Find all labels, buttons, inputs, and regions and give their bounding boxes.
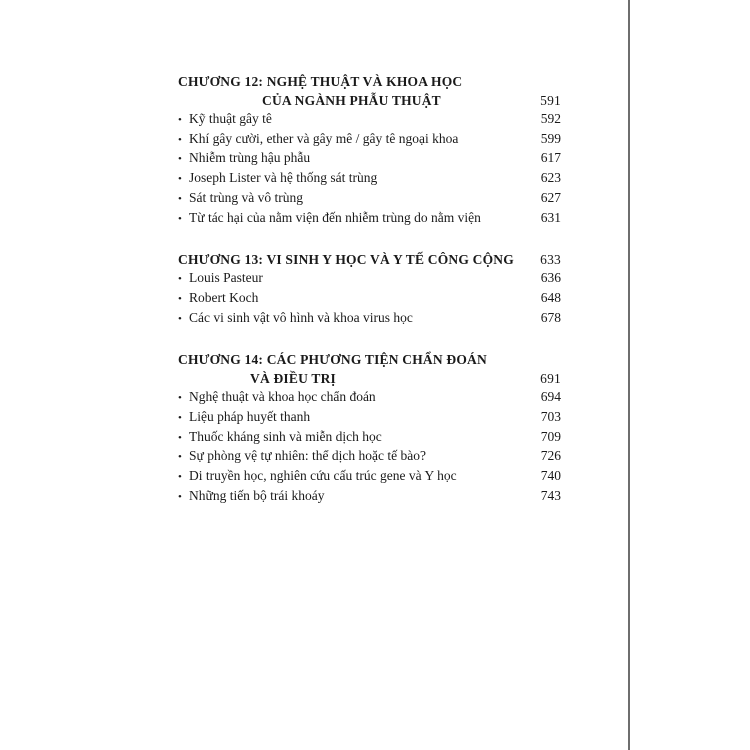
entry-page-number: 631	[540, 209, 561, 225]
entry-page-number: 726	[540, 448, 561, 464]
bullet-icon: •	[178, 133, 182, 146]
toc-entry	[178, 289, 561, 309]
toc-entry	[178, 467, 561, 487]
bullet-icon: •	[178, 312, 182, 325]
entry-title: Khí gây cười, ether và gây mê / gây tê ngoại khoa	[189, 130, 459, 146]
entry-title: Robert Koch	[189, 289, 259, 305]
entry-title: Joseph Lister và hệ thống sát trùng	[189, 170, 378, 186]
bullet-icon: •	[178, 212, 182, 225]
toc-entry	[178, 408, 561, 428]
toc-entry	[178, 388, 561, 408]
toc-entry	[178, 447, 561, 467]
entry-title: Sát trùng và vô trùng	[189, 189, 303, 205]
entry-page-number: 627	[540, 189, 561, 205]
bullet-icon: •	[178, 173, 182, 186]
entry-page-number: 617	[540, 150, 561, 166]
chapter-title	[178, 350, 561, 388]
chapter-page-number: 633	[540, 252, 561, 268]
bullet-icon: •	[178, 192, 182, 205]
entry-page-number: 599	[540, 130, 561, 146]
chapter-page-number: 591	[540, 93, 561, 108]
entry-title: Louis Pasteur	[189, 270, 263, 286]
bullet-icon: •	[178, 273, 182, 286]
entry-title: Sự phòng vệ tự nhiên: thể dịch hoặc tế bào?	[189, 448, 426, 464]
bullet-icon: •	[178, 431, 182, 444]
chapter-title-line1: CHƯƠNG 13: VI SINH Y HỌC VÀ Y TẾ CÔNG CỘNG	[178, 252, 514, 268]
entry-page-number: 703	[540, 409, 561, 425]
entry-title: Nghệ thuật và khoa học chẩn đoán	[189, 389, 376, 405]
entry-page-number: 623	[540, 170, 561, 186]
chapter-page-number: 691	[540, 371, 561, 387]
entry-page-number: 636	[540, 270, 561, 286]
entry-page-number: 648	[540, 289, 561, 305]
toc-entry	[178, 428, 561, 448]
toc-entry	[178, 130, 561, 150]
entry-page-number: 743	[540, 487, 561, 503]
entry-page-number: 740	[540, 468, 561, 484]
chapter-title-line2: CỦA NGÀNH PHẪU THUẬT	[262, 93, 441, 108]
chapter-13	[178, 250, 561, 328]
entry-title: Kỹ thuật gây tê	[189, 111, 272, 126]
entry-title: Di truyền học, nghiên cứu cấu trúc gene và Y học	[189, 468, 457, 484]
toc-entry	[178, 149, 561, 169]
toc-entry	[178, 487, 561, 507]
chapter-14	[178, 350, 561, 506]
bullet-icon: •	[178, 114, 182, 126]
toc-entry	[178, 110, 561, 130]
toc-entry	[178, 269, 561, 289]
toc-entry	[178, 209, 561, 229]
chapter-title-row	[178, 250, 561, 269]
entry-page-number: 592	[540, 111, 561, 126]
toc-entry	[178, 309, 561, 329]
chapter-title-row	[178, 91, 561, 110]
bullet-icon: •	[178, 490, 182, 503]
entry-page-number: 709	[540, 428, 561, 444]
bullet-icon: •	[178, 392, 182, 405]
entry-title: Những tiến bộ trái khoáy	[189, 487, 325, 503]
entry-title: Từ tác hại của nằm viện đến nhiễm trùng do nằm viện	[189, 209, 481, 225]
toc-entry	[178, 169, 561, 189]
chapter-title	[178, 72, 561, 110]
chapter-title-line1: CHƯƠNG 14: CÁC PHƯƠNG TIỆN CHẨN ĐOÁN	[178, 352, 487, 368]
chapter-title-line1: CHƯƠNG 12: NGHỆ THUẬT VÀ KHOA HỌC	[178, 74, 463, 89]
entry-page-number: 678	[540, 309, 561, 325]
toc-entry	[178, 189, 561, 209]
entry-page-number: 694	[540, 389, 561, 405]
page-edge-line	[628, 0, 630, 750]
entry-title: Thuốc kháng sinh và miễn dịch học	[189, 428, 382, 444]
chapter-title-line2: VÀ ĐIỀU TRỊ	[250, 371, 336, 387]
bullet-icon: •	[178, 292, 182, 305]
entry-title: Liệu pháp huyết thanh	[189, 409, 311, 425]
bullet-icon: •	[178, 471, 182, 484]
chapter-title-row	[178, 369, 561, 388]
entry-title: Các vi sinh vật vô hình và khoa virus học	[189, 309, 413, 325]
chapter-12	[178, 72, 561, 228]
bullet-icon: •	[178, 412, 182, 425]
bullet-icon: •	[178, 153, 182, 166]
bullet-icon: •	[178, 451, 182, 464]
entry-title: Nhiễm trùng hậu phẫu	[189, 150, 311, 166]
table-of-contents	[178, 72, 561, 529]
